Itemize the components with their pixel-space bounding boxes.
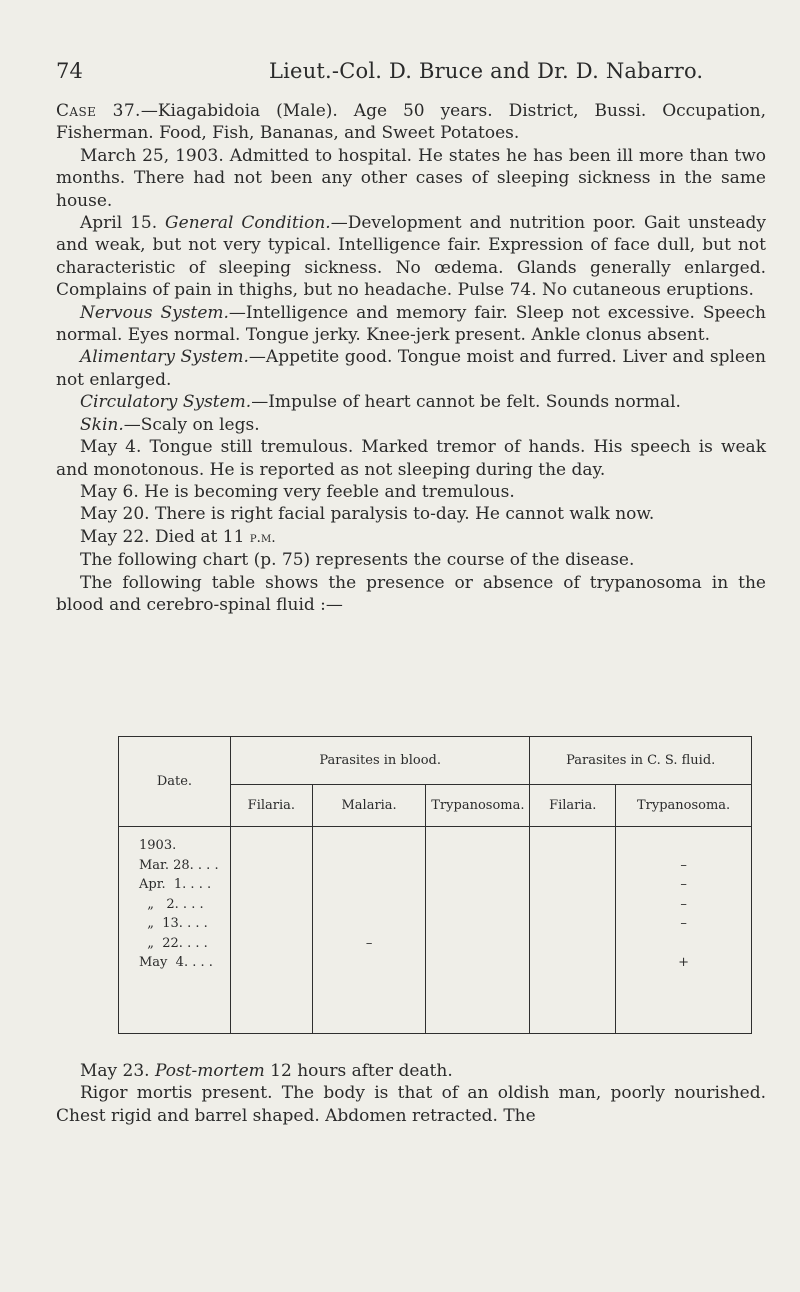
running-title: Lieut.-Col. D. Bruce and Dr. D. Nabarro. — [269, 59, 704, 83]
trypanosoma-csf-column — [616, 827, 752, 1034]
circulatory-system: Circulatory System.—Impulse of heart cannot be felt. Sounds normal. — [80, 392, 681, 413]
date-row: „ 13. . . . — [139, 916, 208, 931]
entry-may-6: May 6. He is becoming very feeble and tremulous. — [80, 481, 515, 502]
date-row: „ 22. . . . — [139, 935, 208, 951]
csf-result: – — [680, 916, 687, 931]
page-number: 74 — [56, 59, 84, 83]
date-year: 1903. — [139, 838, 177, 853]
entry-may-20: May 20. There is right facial paralysis to-day. He cannot walk now. — [80, 504, 655, 525]
case-intro: Case 37.—Kiagabidoia (Male). Age 50 years. District, Bussi. Occupation, Fisherman. Food, Fish, Bananas, and Sweet Potatoes. — [56, 101, 766, 144]
nervous-system: Nervous System.—Intelligence and memory fair. Sleep not excessive. Speech normal. Eyes normal. Tongue jerky. Knee-jerk present. Ankle clonus absent. — [56, 302, 766, 346]
malaria-column — [312, 827, 426, 1034]
date-column — [119, 827, 231, 1034]
malaria-result: – — [365, 935, 373, 951]
entry-may-23: May 23. Post-mortem 12 hours after death. — [80, 1061, 453, 1081]
trypanosoma-csf-header: Trypanosoma. — [616, 785, 752, 827]
filaria-blood-header: Filaria. — [230, 785, 312, 827]
trypanosoma-table — [118, 736, 752, 1034]
table-note: The following table shows the presence or absence of trypanosoma in the blood and cerebro-spinal fluid :— — [56, 572, 766, 615]
csf-result: + — [678, 955, 690, 970]
post-mortem-text — [56, 1060, 766, 1127]
csf-header: Parasites in C. S. fluid. — [530, 737, 752, 785]
alimentary-system: Alimentary System.—Appetite good. Tongue moist and furred. Liver and spleen not enlarged. — [56, 347, 766, 390]
case-label: Case 37. — [56, 101, 141, 121]
entry-may-4: May 4. Tongue still tremulous. Marked tremor of hands. His speech is weak and monotonous. He is reported as not sleeping during the day. — [56, 437, 766, 480]
entry-may-22: May 22. Died at 11 p.m. — [80, 526, 276, 547]
malaria-header: Malaria. — [312, 785, 426, 827]
case-text — [56, 100, 766, 616]
general-condition-label: General Condition. — [165, 213, 331, 234]
csf-result: – — [680, 857, 687, 873]
trypanosoma-blood-header: Trypanosoma. — [426, 785, 530, 827]
skin: Skin.—Scaly on legs. — [80, 414, 260, 435]
blood-header: Parasites in blood. — [230, 737, 529, 785]
alimentary-system-label: Alimentary System. — [80, 347, 249, 368]
post-mortem-label: Post-mortem — [155, 1061, 265, 1081]
date-header: Date. — [119, 737, 231, 827]
filaria-csf-header: Filaria. — [530, 785, 616, 827]
csf-result: – — [680, 896, 687, 912]
nervous-system-label: Nervous System. — [80, 302, 229, 323]
filaria-csf-column — [530, 827, 616, 1034]
chart-note: The following chart (p. 75) represents the course of the disease. — [80, 550, 635, 571]
date-row: Apr. 1. . . . — [139, 877, 212, 892]
date-row: May 4. . . . — [139, 955, 213, 970]
csf-result: – — [680, 877, 687, 892]
skin-label: Skin. — [80, 414, 124, 435]
entry-april-15: April 15. General Condition.—Development and nutrition poor. Gait unsteady and weak, but not very typical. Intelligence fair. Expression of face dull, but not characteristic of sleeping sickness. No œdema. Glands generally enlarged. Complains of pain in thighs, but no headache. Pulse 74. No cutaneous eruptions. — [56, 213, 766, 301]
rigor-mortis-paragraph: Rigor mortis present. The body is that of an oldish man, poorly nourished. Chest rigid and barrel shaped. Abdomen retracted. The — [56, 1083, 766, 1126]
date-row: „ 2. . . . — [139, 896, 204, 912]
filaria-blood-column — [230, 827, 312, 1034]
circulatory-system-label: Circulatory System. — [80, 392, 252, 413]
entry-march-25: March 25, 1903. Admitted to hospital. He states he has been ill more than two months. There had not been any other cases of sleeping sickness in the same house. — [56, 145, 766, 211]
trypanosoma-blood-column — [426, 827, 530, 1034]
date-row: Mar. 28. . . . — [139, 857, 219, 873]
